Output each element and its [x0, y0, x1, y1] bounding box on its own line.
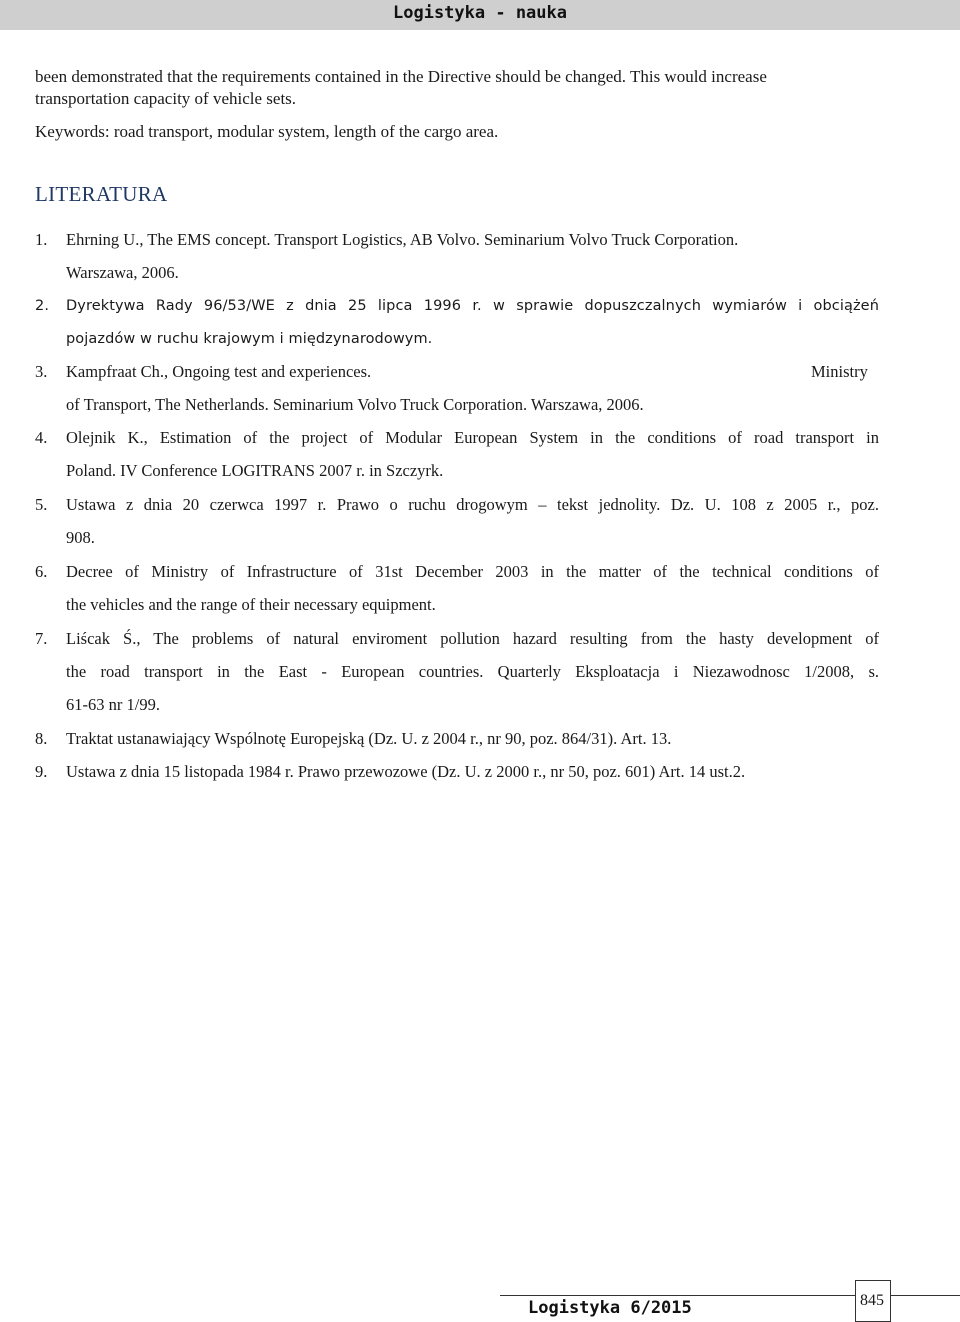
reference-text: Traktat ustanawiający Wspólnotę Europejską (Dz. U. z 2004 r., nr 90, poz. 864/31). Art. 13.: [66, 729, 672, 748]
reference-number: 5.: [35, 495, 48, 514]
reference-number: 9.: [35, 762, 48, 781]
reference-text: 908.: [66, 528, 95, 547]
reference-text: Kampfraat Ch., Ongoing test and experiences.: [66, 362, 372, 381]
reference-text: Poland. IV Conference LOGITRANS 2007 r. in Szczyrk.: [66, 461, 444, 480]
reference-number: 8.: [35, 729, 48, 748]
keywords-line: Keywords: road transport, modular system, length of the cargo area.: [35, 122, 499, 141]
literature-heading: LITERATURA: [35, 182, 168, 206]
reference-text: Liścak Ś., The problems of natural enviroment pollution hazard resulting from the hasty development of: [66, 629, 879, 648]
abstract-line: transportation capacity of vehicle sets.: [35, 89, 297, 108]
reference-text: Warszawa, 2006.: [66, 263, 179, 282]
abstract-line: been demonstrated that the requirements contained in the Directive should be changed. This would increase: [35, 67, 767, 86]
reference-text: of Transport, The Netherlands. Seminarium Volvo Truck Corporation. Warszawa, 2006.: [66, 395, 644, 414]
reference-text: Ustawa z dnia 15 listopada 1984 r. Prawo przewozowe (Dz. U. z 2000 r., nr 50, poz. 601) Art. 14 ust.2.: [66, 762, 746, 781]
reference-text: Decree of Ministry of Infrastructure of 31st December 2003 in the matter of the technical conditions of: [66, 562, 879, 581]
reference-number: 7.: [35, 629, 48, 648]
footer-rule: [500, 1295, 960, 1296]
reference-text: the road transport in the East - European countries. Quarterly Eksploatacja i Niezawodnosc 1/2008, s.: [66, 662, 879, 681]
reference-number: 4.: [35, 428, 48, 447]
reference-number: 3.: [35, 362, 48, 381]
journal-footer: Logistyka 6/2015: [528, 1298, 692, 1318]
reference-text: the vehicles and the range of their necessary equipment.: [66, 595, 436, 614]
reference-text: Ministry: [811, 362, 868, 381]
reference-text: Dyrektywa Rady 96/53/WE z dnia 25 lipca 1996 r. w sprawie dopuszczalnych wymiarów i obciążeń: [66, 298, 879, 314]
page-number: 845: [860, 1292, 884, 1309]
running-header: Logistyka - nauka: [393, 3, 567, 23]
reference-text: Olejnik K., Estimation of the project of Modular European System in the conditions of road transport in: [66, 428, 879, 447]
reference-text: 61-63 nr 1/99.: [66, 695, 160, 714]
reference-text: pojazdów w ruchu krajowym i międzynarodowym.: [66, 331, 433, 347]
reference-number: 2.: [35, 298, 50, 314]
reference-text: Ustawa z dnia 20 czerwca 1997 r. Prawo o ruchu drogowym – tekst jednolity. Dz. U. 108 z 2005 r., poz.: [66, 495, 879, 514]
reference-number: 6.: [35, 562, 48, 581]
reference-number: 1.: [35, 230, 48, 249]
reference-text: Ehrning U., The EMS concept. Transport Logistics, AB Volvo. Seminarium Volvo Truck Corporation.: [66, 230, 739, 249]
